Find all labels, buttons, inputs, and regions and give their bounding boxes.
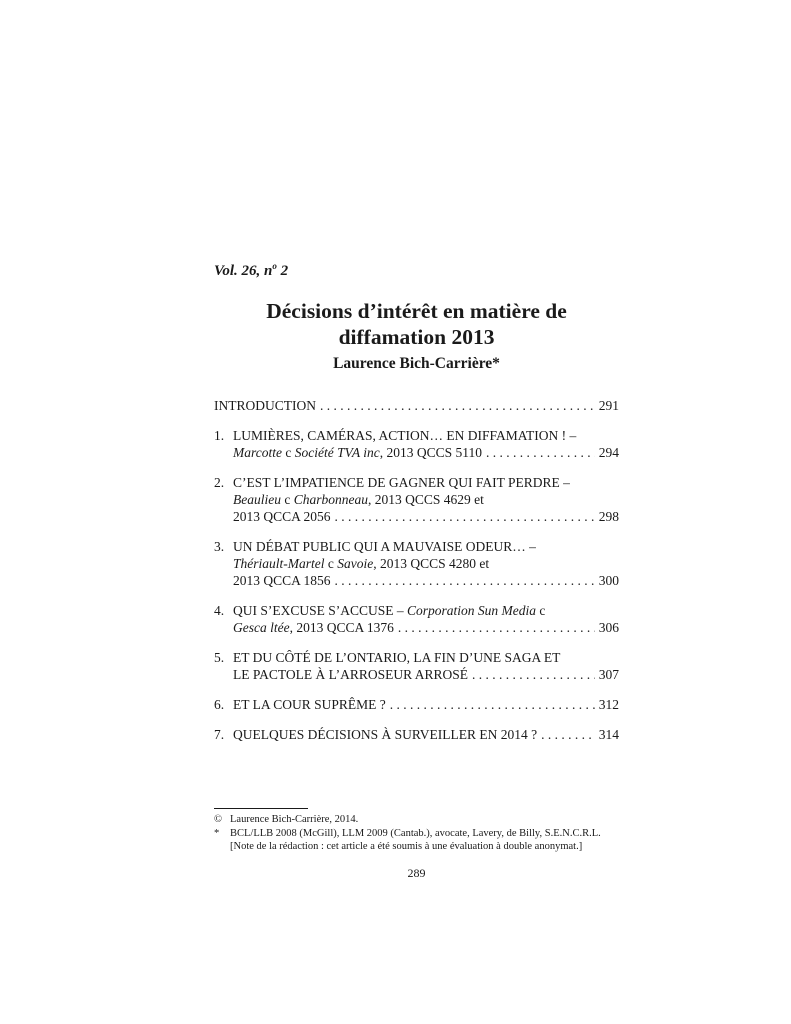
toc-entry-7 [214, 726, 619, 743]
toc-entry-4 [214, 602, 619, 636]
toc-citation: 2013 QCCA 2056 [233, 509, 331, 524]
toc-page-number: 298 [598, 509, 619, 524]
toc-citation: Beaulieu c Charbonneau, 2013 QCCS 4629 et [233, 492, 484, 507]
toc-leader [398, 619, 595, 636]
volume-header [214, 261, 288, 280]
toc-entry-6 [214, 696, 619, 713]
toc-citation: Gesca ltée, 2013 QCCA 1376 [233, 620, 394, 635]
toc-label: INTRODUCTION [214, 398, 316, 413]
volume-superscript: o [272, 261, 277, 271]
footnote-text: Laurence Bich-Carrière, 2014. [230, 814, 359, 825]
toc-entry-5 [214, 649, 619, 683]
footnote-text: BCL/LLB 2008 (McGill), LLM 2009 (Cantab.), avocate, Lavery, de Billy, S.E.N.C.R.L. [230, 827, 601, 839]
page-number: 289 [407, 866, 426, 880]
toc-label: QUI S’EXCUSE S’ACCUSE – Corporation Sun Media c [233, 603, 546, 618]
toc-leader [335, 508, 595, 525]
toc-entry-3 [214, 538, 619, 589]
toc-leader [472, 666, 595, 683]
toc-label: QUELQUES DÉCISIONS À SURVEILLER EN 2014 ? [233, 727, 538, 742]
footnote-copyright [214, 813, 624, 827]
footnote-text: [Note de la rédaction : cet article a été soumis à une évaluation à double anonymat.] [230, 841, 583, 852]
article-title [214, 298, 619, 350]
author-name: Laurence Bich-Carrière* [333, 355, 500, 372]
toc-page-number: 314 [598, 727, 619, 742]
toc-page-number: 312 [598, 697, 619, 712]
toc-label: LUMIÈRES, CAMÉRAS, ACTION… EN DIFFAMATION ! – [233, 428, 577, 443]
toc-label: ET LA COUR SUPRÊME ? [233, 697, 386, 712]
toc-label: LE PACTOLE À L’ARROSEUR ARROSÉ [233, 667, 469, 682]
footnote-marker: * [214, 827, 220, 839]
toc-citation: Marcotte c Société TVA inc, 2013 QCCS 5110 [233, 445, 482, 460]
copyright-icon: © [214, 814, 222, 825]
toc-leader [320, 397, 595, 414]
footnotes [214, 813, 624, 854]
toc-page-number: 300 [598, 573, 619, 588]
footnote-divider [214, 808, 308, 809]
toc-entry-2 [214, 474, 619, 525]
toc-page-number: 307 [598, 667, 619, 682]
toc-number: 2. [214, 475, 225, 490]
toc-leader [486, 444, 595, 461]
toc-entry-1 [214, 427, 619, 461]
toc-citation: 2013 QCCA 1856 [233, 573, 331, 588]
title-line-1: Décisions d’intérêt en matière de [266, 299, 567, 323]
toc-number: 4. [214, 603, 225, 618]
toc-leader [390, 696, 595, 713]
toc-page-number: 306 [598, 620, 619, 635]
toc-page-number: 291 [598, 398, 619, 413]
toc-number: 7. [214, 727, 225, 742]
toc-label: ET DU CÔTÉ DE L’ONTARIO, LA FIN D’UNE SAGA ET [233, 650, 561, 665]
volume-number: 2 [276, 263, 289, 279]
toc-page-number: 294 [598, 445, 619, 460]
toc-citation: Thériault-Martel c Savoie, 2013 QCCS 4280 et [233, 556, 490, 571]
toc-number: 5. [214, 650, 225, 665]
toc-entry-introduction [214, 397, 619, 414]
toc-leader [541, 726, 595, 743]
title-line-2: diffamation 2013 [338, 325, 495, 349]
table-of-contents [214, 397, 619, 756]
toc-leader [335, 572, 595, 589]
volume-label: Vol. 26, n [214, 263, 273, 279]
toc-label: C’EST L’IMPATIENCE DE GAGNER QUI FAIT PERDRE – [233, 475, 570, 490]
footnote-author [214, 827, 624, 841]
toc-number: 3. [214, 539, 225, 554]
toc-number: 6. [214, 697, 225, 712]
toc-number: 1. [214, 428, 225, 443]
toc-label: UN DÉBAT PUBLIC QUI A MAUVAISE ODEUR… – [233, 539, 536, 554]
footnote-editor-note [214, 840, 624, 854]
